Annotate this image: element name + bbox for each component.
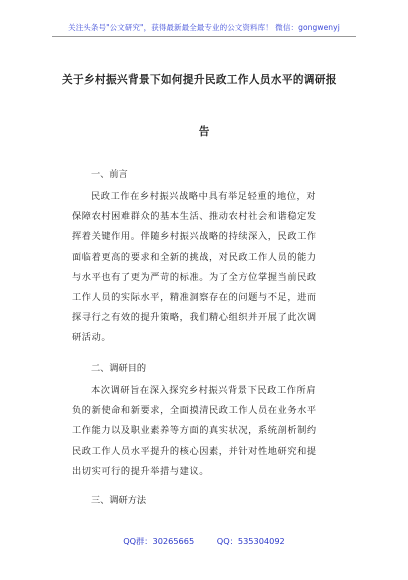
paragraph-line: 研活动。 — [72, 332, 112, 344]
paragraph-line: 与水平也有了更为严苛的标准。为了全方位掌握当前民政 — [72, 271, 317, 283]
section-heading-preface: 一、前言 — [91, 169, 128, 180]
paragraph-line: 保障农村困难群众的基本生活、推动农村社会和谐稳定发 — [72, 211, 317, 223]
document-title: 关于乡村振兴背景下如何提升民政工作人员水平的调研报 — [62, 74, 337, 86]
paragraph-line: 探寻行之有效的提升策略，我们精心组织并开展了此次调 — [72, 312, 317, 324]
section-body-purpose — [72, 381, 317, 482]
paragraph-line: 挥着关键作用。伴随乡村振兴战略的持续深入，民政工作 — [72, 231, 317, 243]
footer-qq: QQ：535304092 — [216, 536, 285, 546]
paragraph-line: 面临着更高的要求和全新的挑战，对民政工作人员的能力 — [72, 251, 317, 263]
header-divider — [52, 36, 356, 37]
paragraph-line: 本次调研旨在深入探究乡村振兴背景下民政工作所肩 — [91, 385, 317, 396]
section-heading-purpose: 二、调研目的 — [91, 363, 147, 374]
page-header-note: 关注头条号"公文研究"，获得最新最全最专业的公文资料库！ 微信：gongwenyj — [68, 23, 340, 32]
paragraph-line: 负的新使命和新要求，全面摸清民政工作人员在业务水平 — [72, 405, 317, 417]
section-body-preface — [72, 187, 317, 349]
page-footer — [0, 536, 408, 547]
paragraph-line: 民政工作在乡村振兴战略中具有举足轻重的地位，对 — [91, 191, 317, 202]
paragraph-line: 工作人员的实际水平，精准洞察存在的问题与不足，进而 — [72, 291, 317, 303]
document-title-continuation: 告 — [198, 126, 210, 138]
paragraph-line: 民政工作人员水平提升的核心因素，并针对性地研究和提 — [72, 445, 317, 457]
section-heading-method: 三、调研方法 — [91, 495, 147, 506]
footer-qq-group: QQ群：30265665 — [123, 536, 195, 546]
paragraph-line: 工作能力以及职业素养等方面的真实状况，系统剖析制约 — [72, 425, 317, 437]
paragraph-line: 出切实可行的提升举措与建议。 — [72, 465, 210, 477]
